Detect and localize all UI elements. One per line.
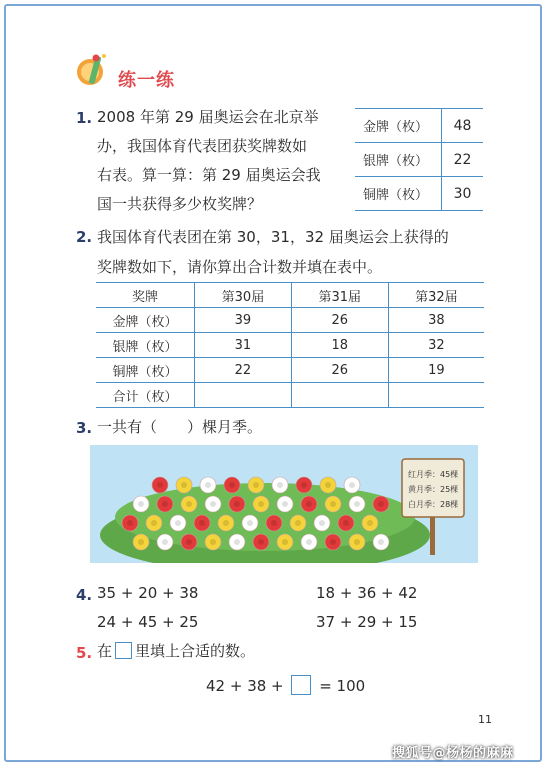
answer-cell[interactable] [388, 383, 484, 408]
column-header: 第31届 [291, 283, 388, 308]
rose-center [271, 520, 277, 526]
question-1-text [97, 103, 321, 219]
table-cell: 38 [388, 308, 484, 333]
table-row [96, 358, 484, 383]
table-row [355, 143, 483, 177]
sign-line: 黄月季：25棵 [408, 485, 459, 494]
medal-value: 48 [442, 109, 484, 143]
table-cell: 31 [195, 333, 292, 358]
rose-center [258, 539, 264, 545]
rose-center [157, 482, 163, 488]
rose-center [378, 539, 384, 545]
rose-center [354, 501, 360, 507]
rose-center [277, 482, 283, 488]
question-2-text [97, 222, 449, 282]
rose-center [162, 501, 168, 507]
rose-center [234, 539, 240, 545]
table-cell: 32 [388, 333, 484, 358]
answer-cell[interactable] [291, 383, 388, 408]
rose-center [325, 482, 331, 488]
rose-center [186, 539, 192, 545]
pencil-mascot-icon [76, 50, 110, 90]
rose-center [210, 501, 216, 507]
table-row [355, 109, 483, 143]
question-5-text [97, 637, 255, 666]
table-row [96, 383, 484, 408]
table-row [96, 333, 484, 358]
section-title: 练一练 [118, 70, 175, 91]
question-3-text: 一共有（ ）棵月季。 [97, 418, 263, 436]
rose-center [205, 482, 211, 488]
medal-label: 银牌（枚） [355, 143, 442, 177]
table-cell: 22 [195, 358, 292, 383]
column-header: 第30届 [195, 283, 292, 308]
rose-center [295, 520, 301, 526]
table-cell: 26 [291, 358, 388, 383]
rose-center [181, 482, 187, 488]
rose-center [199, 520, 205, 526]
rose-center [306, 501, 312, 507]
rose-center [378, 501, 384, 507]
column-header: 奖牌 [96, 283, 195, 308]
rose-center [330, 501, 336, 507]
question-2-number: 2. [76, 228, 93, 246]
expression: 35 + 20 + 38 [97, 584, 199, 602]
table-cell: 26 [291, 308, 388, 333]
rose-center [186, 501, 192, 507]
table-header-row [96, 283, 484, 308]
medal-label: 铜牌（枚） [355, 177, 442, 211]
question-1-line: 2008 年第 29 届奥运会在北京举 [97, 108, 319, 126]
answer-cell[interactable] [195, 383, 292, 408]
medal-count-table [355, 108, 483, 211]
rose-center [343, 520, 349, 526]
rose-center [162, 539, 168, 545]
rose-center [282, 539, 288, 545]
rose-center [319, 520, 325, 526]
expression: 18 + 36 + 42 [316, 584, 418, 602]
column-header: 第32届 [388, 283, 484, 308]
table-cell: 39 [195, 308, 292, 333]
answer-input-box[interactable] [291, 675, 311, 695]
page-number: 11 [478, 713, 492, 726]
question-1-line: 右表。算一算：第 29 届奥运会我 [97, 166, 321, 184]
rose-center [349, 482, 355, 488]
rose-center [367, 520, 373, 526]
rose-center [253, 482, 259, 488]
rose-center [301, 482, 307, 488]
question-5-text-after: 里填上合适的数。 [135, 642, 256, 660]
equation [206, 675, 365, 695]
rose-center [229, 482, 235, 488]
question-1-number: 1. [76, 109, 93, 127]
sign-line: 红月季：45棵 [408, 470, 459, 479]
question-5-text-before: 在 [97, 642, 113, 660]
medal-label: 金牌（枚） [355, 109, 442, 143]
rose-center [127, 520, 133, 526]
question-4-number: 4. [76, 586, 93, 604]
rose-center [138, 539, 144, 545]
row-label: 铜牌（枚） [96, 358, 195, 383]
olympic-medal-table [96, 282, 484, 408]
medal-value: 30 [442, 177, 484, 211]
question-5-number: 5. [76, 644, 93, 662]
rose-center [247, 520, 253, 526]
equation-right: = 100 [319, 677, 366, 695]
table-row [96, 308, 484, 333]
sign-line: 白月季：28棵 [408, 500, 459, 509]
rose-center [234, 501, 240, 507]
question-2-line: 奖牌数如下，请你算出合计数并填在表中。 [97, 258, 383, 276]
table-cell: 18 [291, 333, 388, 358]
rose-center [354, 539, 360, 545]
rose-center [258, 501, 264, 507]
rose-center [210, 539, 216, 545]
row-label: 金牌（枚） [96, 308, 195, 333]
medal-value: 22 [442, 143, 484, 177]
question-3-number: 3. [76, 419, 93, 437]
watermark: 搜狐号@杨杨的麻麻 [392, 746, 514, 761]
row-label: 合计（枚） [96, 383, 195, 408]
question-1-line: 办，我国体育代表团获奖牌数如 [97, 137, 308, 155]
expression: 37 + 29 + 15 [316, 613, 418, 631]
rose-center [151, 520, 157, 526]
rose-center [282, 501, 288, 507]
question-1-line: 国一共获得多少枚奖牌？ [97, 195, 263, 213]
rose-bush-illustration [90, 445, 478, 563]
rose-center [138, 501, 144, 507]
question-2-line: 我国体育代表团在第 30，31，32 届奥运会上获得的 [97, 228, 449, 246]
equation-left: 42 + 38 + [206, 677, 284, 695]
row-label: 银牌（枚） [96, 333, 195, 358]
table-row [355, 177, 483, 211]
rose-center [330, 539, 336, 545]
answer-box-icon [115, 642, 132, 659]
rose-center [223, 520, 229, 526]
expression: 24 + 45 + 25 [97, 613, 199, 631]
rose-center [175, 520, 181, 526]
table-cell: 19 [388, 358, 484, 383]
rose-center [306, 539, 312, 545]
